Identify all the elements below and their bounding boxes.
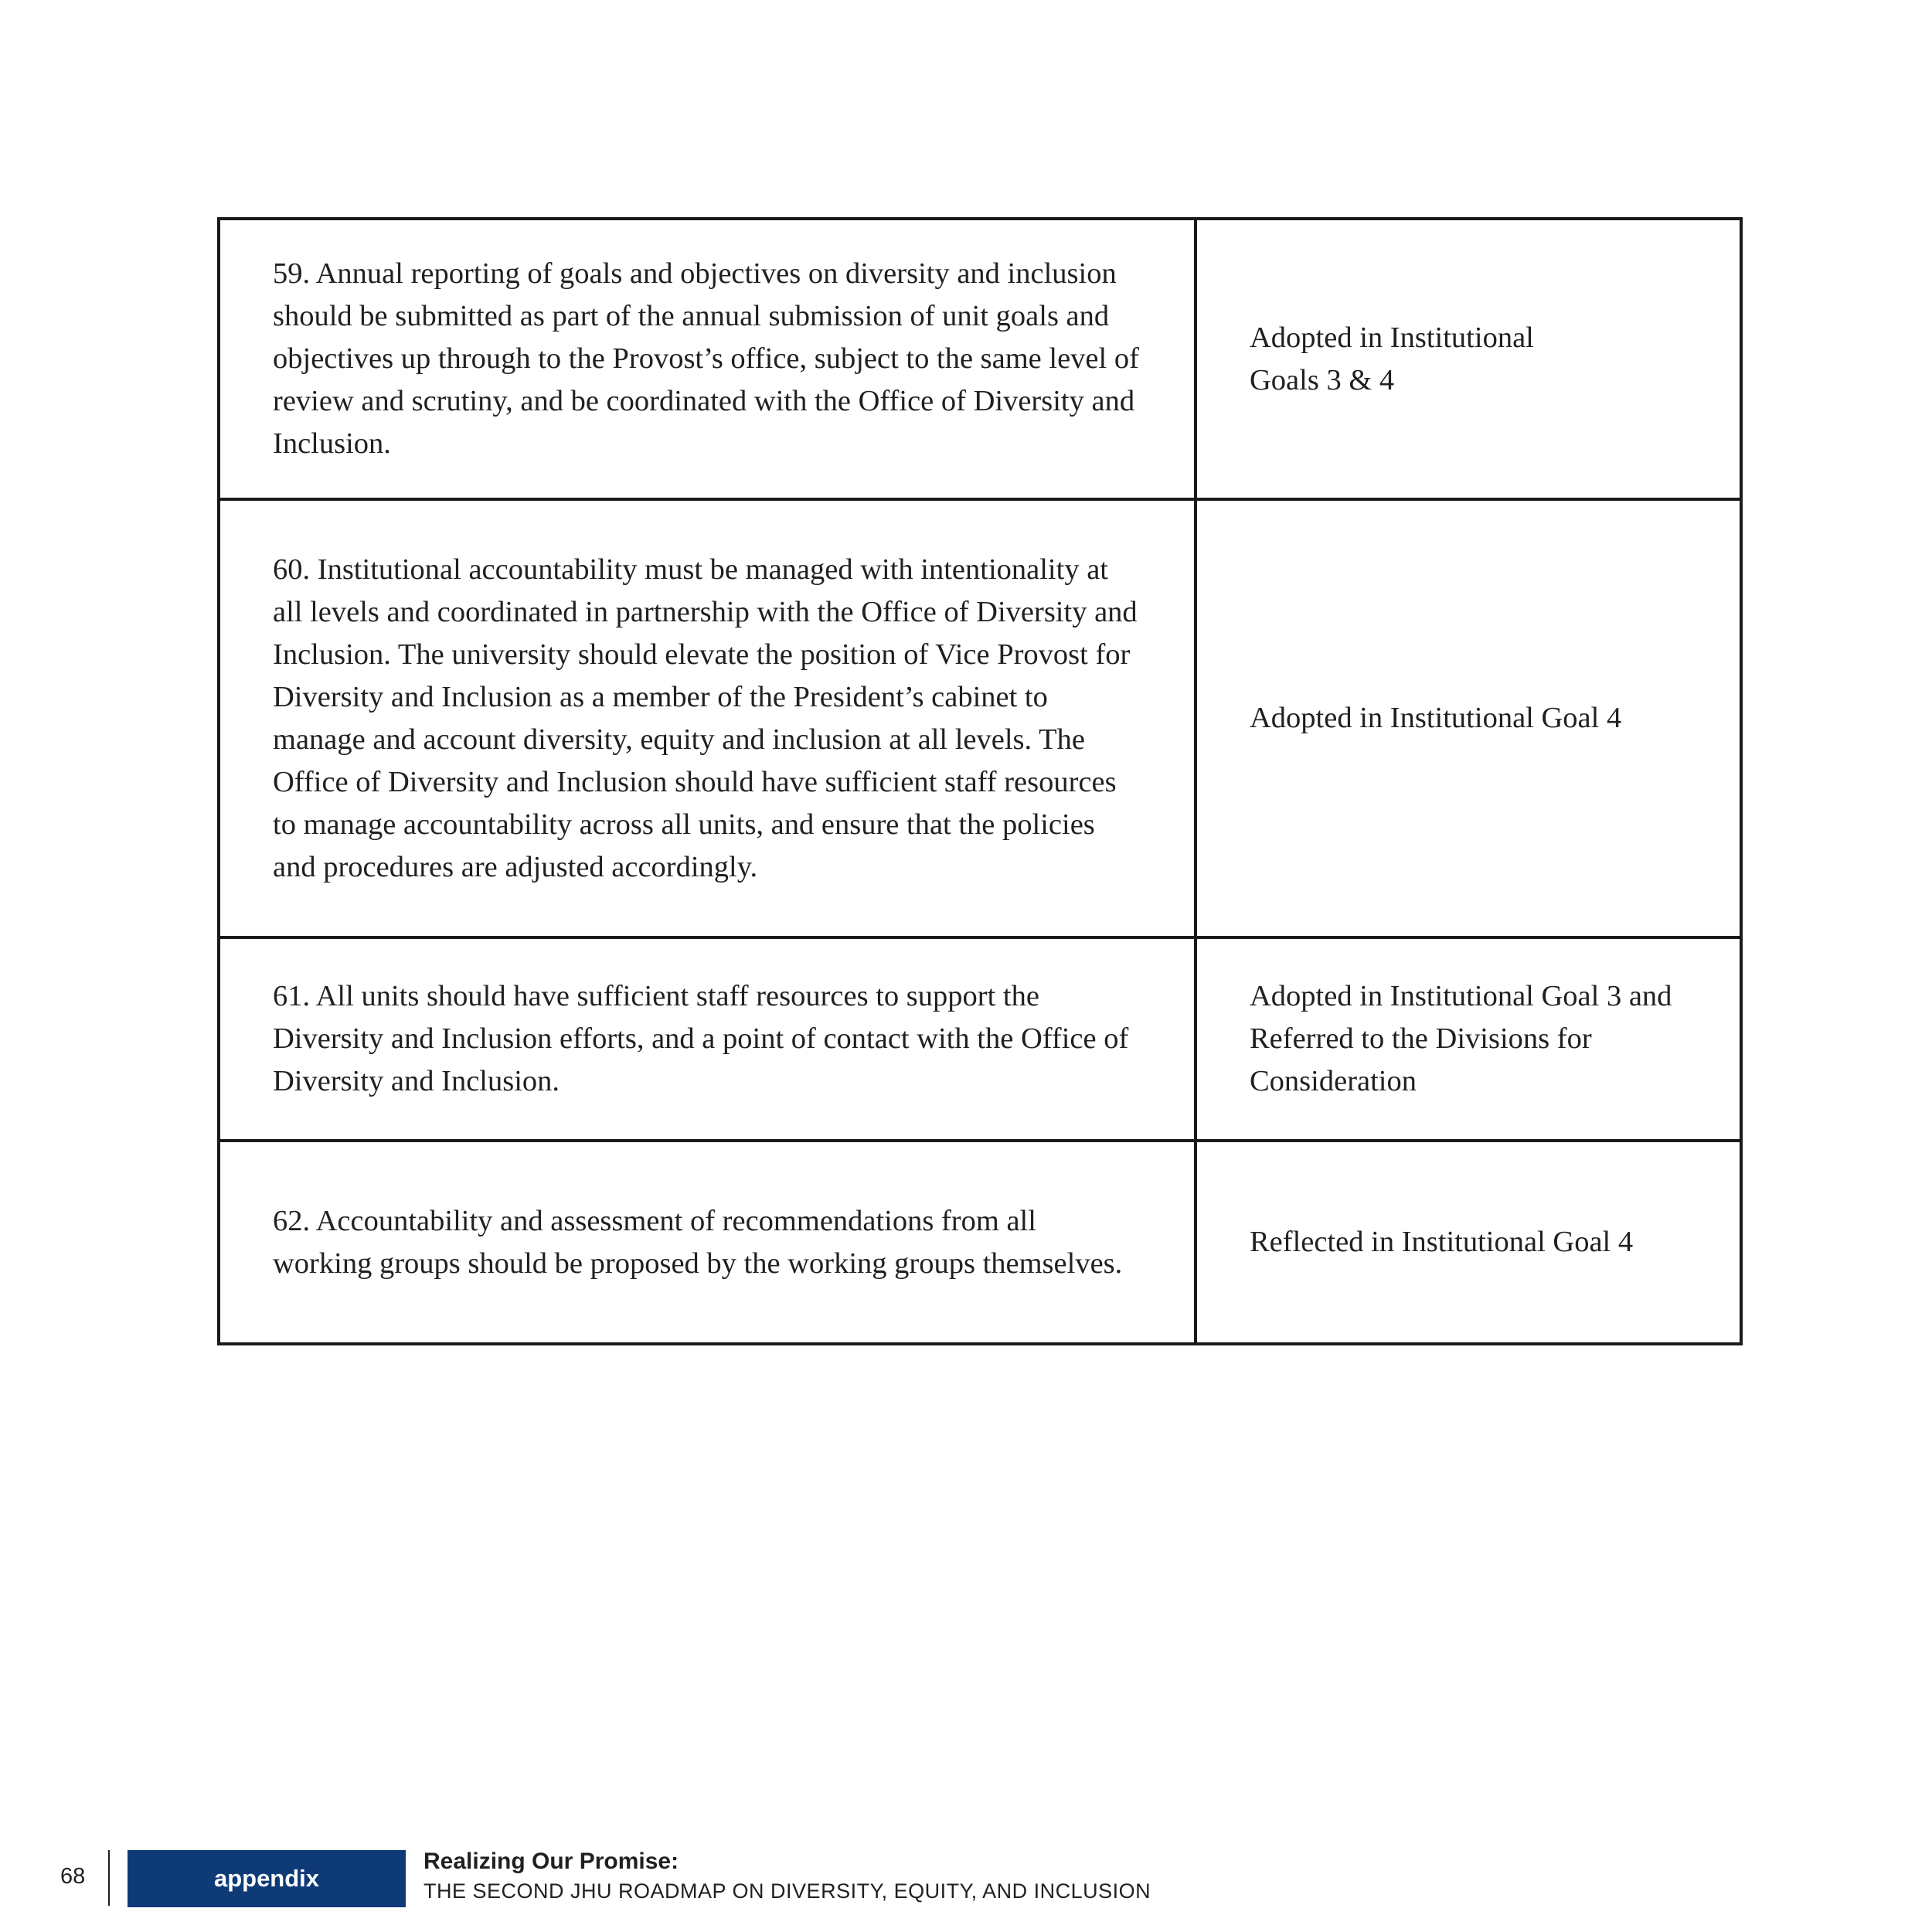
table-row bbox=[219, 499, 1741, 937]
recommendations-table bbox=[217, 217, 1743, 1345]
document-title: Realizing Our Promise: bbox=[423, 1849, 679, 1874]
status-text: Adopted in Institutional Goal 4 bbox=[1250, 702, 1622, 734]
table-row bbox=[219, 219, 1741, 499]
recommendation-cell: 62. Accountability and assessment of recommendations from all working groups should be proposed by the working groups themselves. bbox=[219, 1141, 1196, 1344]
status-cell bbox=[1196, 937, 1741, 1141]
page-footer bbox=[0, 1839, 1932, 1917]
section-tag bbox=[128, 1850, 406, 1907]
table-row bbox=[219, 937, 1741, 1141]
status-cell bbox=[1196, 219, 1741, 499]
recommendation-cell: 61. All units should have sufficient staff resources to support the Diversity and Inclusion efforts, and a point of contact with the Office of Diversity and Inclusion. bbox=[219, 937, 1196, 1141]
table-row bbox=[219, 1141, 1741, 1344]
status-cell bbox=[1196, 1141, 1741, 1344]
page-number: 68 bbox=[60, 1864, 86, 1889]
status-text: Reflected in Institutional Goal 4 bbox=[1250, 1226, 1634, 1258]
footer-divider bbox=[108, 1850, 110, 1906]
section-tag-label: appendix bbox=[213, 1865, 320, 1892]
recommendation-cell: 59. Annual reporting of goals and objectives on diversity and inclusion should be submitted as part of the annual submission of unit goals and objectives up through to the Provost’s office, subject to the same level of review and scrutiny, and be coordinated with the Office of Diversity and Inclusion. bbox=[219, 219, 1196, 499]
recommendation-cell: 60. Institutional accountability must be managed with intentionality at all levels and coordinated in partnership with the Office of Diversity and Inclusion. The university should elevate the position of Vice Provost for Diversity and Inclusion as a member of the President’s cabinet to manage and account diversity, equity and inclusion at all levels. The Office of Diversity and Inclusion should have sufficient staff resources to manage accountability across all units, and ensure that the policies and procedures are adjusted accordingly. bbox=[219, 499, 1196, 937]
status-text: Adopted in Institutional Goal 3 and Referred to the Divisions for Consideration bbox=[1250, 980, 1672, 1097]
status-text: Adopted in Institutional Goals 3 & 4 bbox=[1250, 321, 1534, 396]
document-subtitle: THE SECOND JHU ROADMAP ON DIVERSITY, EQUITY, AND INCLUSION bbox=[423, 1879, 1151, 1903]
status-cell bbox=[1196, 499, 1741, 937]
